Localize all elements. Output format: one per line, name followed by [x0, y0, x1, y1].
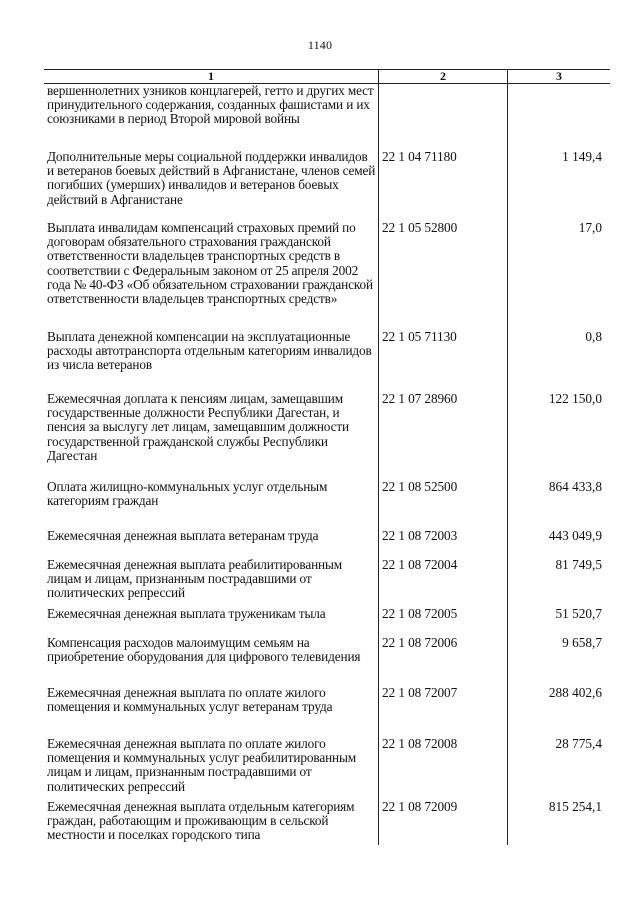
row-name: Выплата денежной компенсации на эксплуатационные расходы автотранспорта отдельным категориям инвалидов из числа ветеранов	[47, 329, 372, 373]
row-name: Ежемесячная денежная выплата реабилитированным лицам и лицам, признанным пострадавшими от политических репрессий	[47, 557, 343, 601]
row-name: Выплата инвалидам компенсаций страховых премий по договорам обязательного страхования гражданской ответственности владельцев транспортных средств в соответствии с Федеральным законом от 25 апреля 2002 года № 40-ФЗ «Об обязательном страховании гражданской ответственности владельцев транспортных средств»	[47, 220, 373, 307]
row-amount: 51 520,7	[555, 606, 602, 621]
row-code: 22 1 08 72005	[382, 606, 458, 621]
row-code: 22 1 08 72006	[382, 635, 458, 650]
row-name: Оплата жилищно-коммунальных услуг отдельным категориям граждан	[47, 479, 328, 509]
row-amount: 28 775,4	[555, 736, 602, 751]
row-name: Ежемесячная денежная выплата отдельным категориям граждан, работающим и проживающим в сельской местности и поселках городского типа	[47, 799, 355, 843]
row-name: вершеннолетних узников концлагерей, гетто и других мест принудительного содержания, созданных фашистами и их союзниками в период Второй мировой войны	[47, 83, 374, 127]
column-header-amount: 3	[556, 69, 562, 83]
row-code: 22 1 07 28960	[382, 391, 458, 406]
row-amount: 288 402,6	[548, 685, 602, 700]
row-code: 22 1 05 52800	[382, 220, 458, 235]
column-divider-2	[507, 69, 508, 845]
row-code: 22 1 08 72004	[382, 557, 458, 572]
row-amount: 864 433,8	[548, 479, 602, 494]
row-amount: 443 049,9	[548, 528, 602, 543]
row-code: 22 1 08 72003	[382, 528, 458, 543]
row-amount: 122 150,0	[548, 391, 602, 406]
row-name: Компенсация расходов малоимущим семьям на приобретение оборудования для цифрового телевидения	[47, 635, 361, 665]
row-name: Ежемесячная денежная выплата ветеранам труда	[47, 528, 319, 543]
row-name: Ежемесячная денежная выплата по оплате жилого помещения и коммунальных услуг реабилитированным лицам и лицам, признанным пострадавшими от политических репрессий	[47, 736, 357, 794]
row-code: 22 1 08 72009	[382, 799, 458, 814]
row-code: 22 1 08 52500	[382, 479, 458, 494]
row-amount: 1 149,4	[562, 149, 602, 164]
row-name: Ежемесячная доплата к пенсиям лицам, замещавшим государственные должности Республики Дагестан, и пенсия за выслугу лет лицам, замещавшим должности государственной гражданской службы Республики Дагестан	[47, 391, 350, 463]
row-code: 22 1 08 72007	[382, 685, 458, 700]
row-name: Ежемесячная денежная выплата по оплате жилого помещения и коммунальных услуг ветеранам труда	[47, 685, 333, 715]
column-header-code: 2	[440, 69, 446, 83]
row-name: Ежемесячная денежная выплата труженикам тыла	[47, 606, 326, 621]
row-amount: 81 749,5	[555, 557, 602, 572]
column-divider-1	[378, 69, 379, 845]
column-header-name: 1	[208, 69, 214, 83]
row-name: Дополнительные меры социальной поддержки инвалидов и ветеранов боевых действий в Афганистане, членов семей погибших (умерших) инвалидов и ветеранов боевых действий в Афганистане	[47, 149, 376, 207]
row-code: 22 1 05 71130	[382, 329, 457, 344]
row-amount: 17,0	[578, 220, 602, 235]
row-code: 22 1 08 72008	[382, 736, 458, 751]
row-amount: 0,8	[585, 329, 602, 344]
page-number: 1140	[307, 38, 333, 52]
row-code: 22 1 04 71180	[382, 149, 457, 164]
row-amount: 815 254,1	[548, 799, 602, 814]
row-amount: 9 658,7	[562, 635, 602, 650]
